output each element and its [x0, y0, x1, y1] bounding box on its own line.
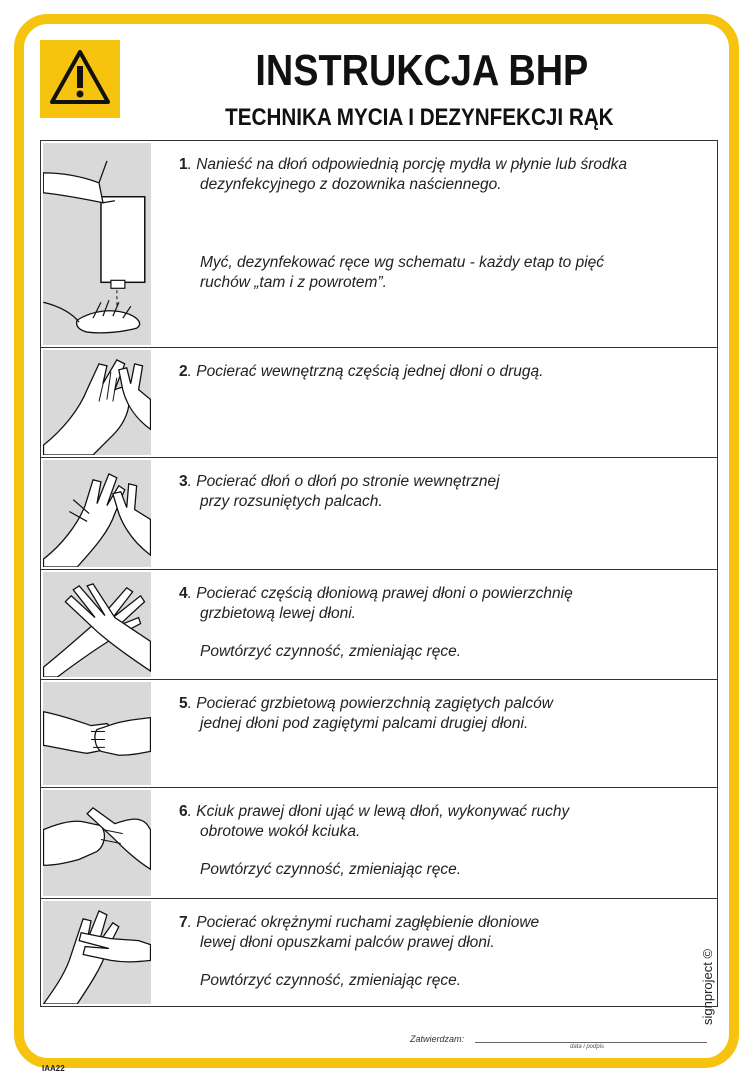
step-7-picture — [43, 901, 151, 1004]
step-7-para-a: Powtórzyć czynność, zmieniając ręce. — [200, 972, 462, 989]
step-5-line-2: jednej dłoni pod zagiętymi palcami drugiej dłoni. — [200, 715, 529, 732]
step-row-2 — [41, 348, 717, 458]
step-6-picture — [43, 790, 151, 896]
palm-over-back-icon — [43, 572, 151, 677]
steps-table — [40, 140, 718, 1007]
soap-dispenser-icon — [43, 143, 151, 345]
sign-code: IAA22 — [42, 1064, 65, 1073]
step-4-number: 4 — [179, 585, 188, 602]
step-5-picture — [43, 682, 151, 785]
step-row-1 — [41, 141, 717, 348]
step-1-para-b: ruchów „tam i z powrotem”. — [200, 274, 387, 291]
step-5-line-1: . Pocierać grzbietową powierzchnią zagiętych palców — [187, 695, 553, 712]
step-1-picture — [43, 143, 151, 345]
step-2-number: 2 — [179, 363, 188, 380]
step-4-para-a: Powtórzyć czynność, zmieniając ręce. — [200, 643, 462, 660]
step-7-line-2: lewej dłoni opuszkami palców prawej dłoni. — [200, 934, 495, 951]
step-5-number: 5 — [179, 695, 188, 712]
step-7-number: 7 — [179, 914, 188, 931]
interlaced-fingers-icon — [43, 460, 151, 567]
step-row-6 — [41, 788, 717, 899]
interlocked-fingers-icon — [43, 682, 151, 785]
approve-label: Zatwierdzam: — [410, 1034, 465, 1044]
thumb-rotation-icon — [43, 790, 151, 896]
step-6-para-a: Powtórzyć czynność, zmieniając ręce. — [200, 861, 462, 878]
step-row-4 — [41, 570, 717, 680]
step-1-line-2: dezynfekcyjnego z dozownika naściennego. — [200, 176, 502, 193]
signature-hint: data i podpis — [570, 1044, 605, 1050]
page-title: INSTRUKCJA BHP — [255, 46, 589, 95]
step-6-line-1: . Kciuk prawej dłoni ująć w lewą dłoń, wykonywać ruchy — [187, 803, 570, 820]
step-2-picture — [43, 350, 151, 455]
step-4-line-1: . Pocierać częścią dłoniową prawej dłoni o powierzchnię — [187, 585, 573, 602]
step-4-line-2: grzbietową lewej dłoni. — [200, 605, 356, 622]
step-3-line-1: . Pocierać dłoń o dłoń po stronie wewnętrznej — [187, 473, 500, 490]
step-2-line-1: . Pocierać wewnętrzną częścią jednej dłoni o drugą. — [187, 363, 544, 380]
step-6-number: 6 — [179, 803, 188, 820]
step-1-line-1: . Nanieść na dłoń odpowiednią porcję mydła w płynie lub środka — [187, 156, 628, 173]
step-3-line-2: przy rozsuniętych palcach. — [200, 493, 383, 510]
step-4-picture — [43, 572, 151, 677]
step-row-7 — [41, 899, 717, 1007]
warning-triangle-icon — [48, 46, 112, 110]
palm-to-palm-icon — [43, 350, 151, 455]
signature-line[interactable] — [475, 1042, 707, 1043]
brand-label: signproject © — [700, 948, 715, 1025]
step-1-para-a: Myć, dezynfekować ręce wg schematu - każdy etap to pięć — [200, 254, 605, 271]
step-3-number: 3 — [179, 473, 188, 490]
step-3-picture — [43, 460, 151, 567]
page-subtitle: TECHNIKA MYCIA I DEZYNFEKCJI RĄK — [225, 104, 614, 131]
step-6-line-2: obrotowe wokół kciuka. — [200, 823, 361, 840]
warning-badge — [40, 40, 120, 118]
step-1-number: 1 — [179, 156, 188, 173]
step-row-3 — [41, 458, 717, 570]
step-7-line-1: . Pocierać okrężnymi ruchami zagłębienie dłoniowe — [187, 914, 540, 931]
fingertips-in-palm-icon — [43, 901, 151, 1004]
step-row-5 — [41, 680, 717, 788]
